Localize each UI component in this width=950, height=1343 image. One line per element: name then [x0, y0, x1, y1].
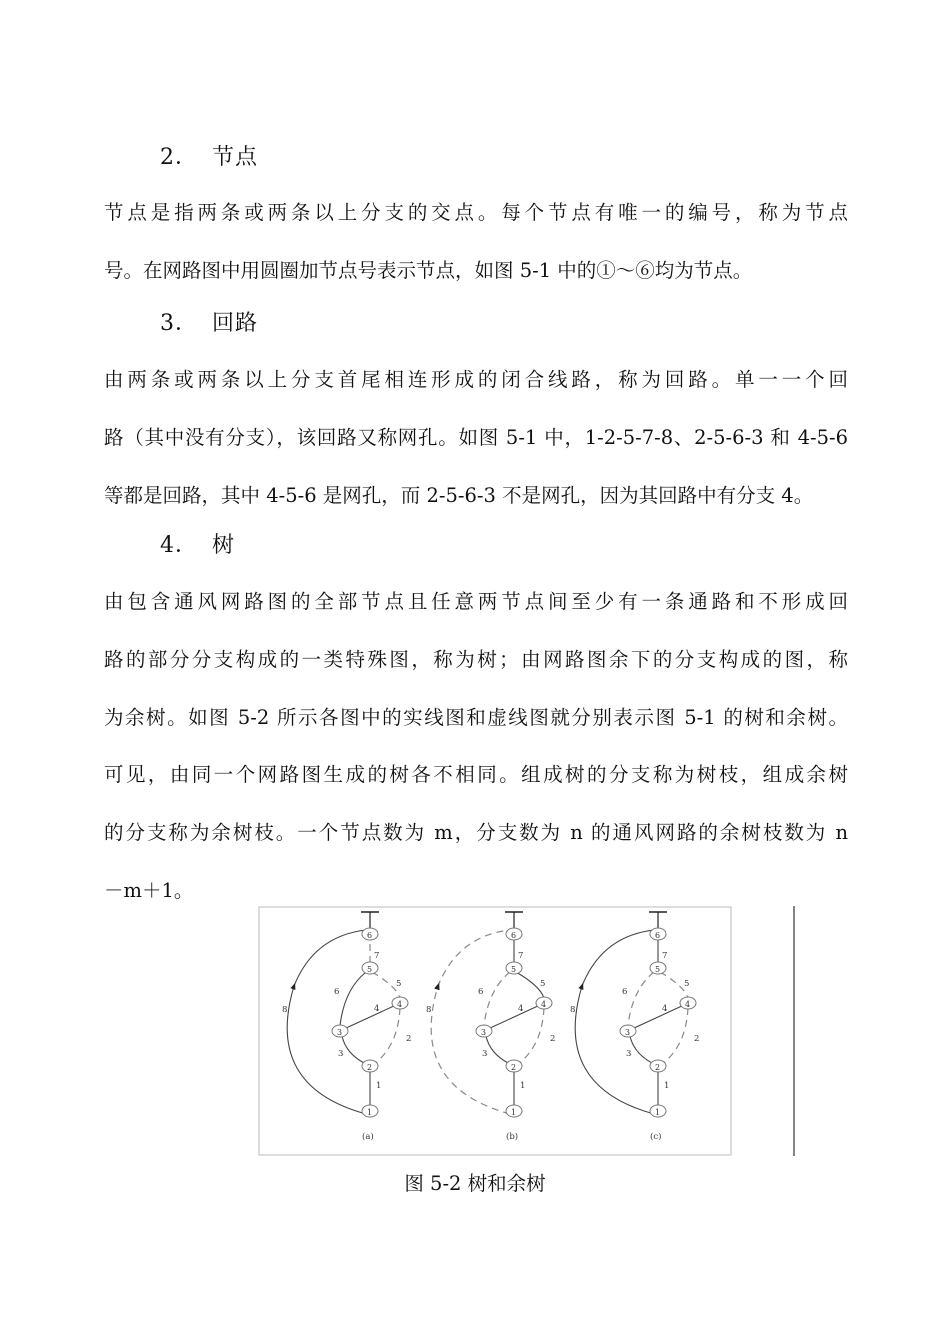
- node-label: 1: [655, 1108, 661, 1117]
- paragraph-loop: [104, 351, 848, 524]
- branch-label: 7: [374, 951, 380, 961]
- section-heading-tree: [160, 528, 235, 559]
- branch-label: 6: [478, 987, 484, 997]
- node-label: 4: [397, 1000, 403, 1009]
- heading-title: 节点: [212, 145, 259, 170]
- paragraph-line: 的分支称为余树枝。一个节点数为 m，分支数为 n 的通风网路的余树枝数为 n: [104, 821, 848, 845]
- section-heading-node: [160, 140, 258, 171]
- node-label: 2: [511, 1063, 517, 1072]
- branch-label: 1: [376, 1081, 382, 1091]
- paragraph-line: 由包含通风网路图的全部节点且任意两节点间至少有一条通路和不形成回: [104, 590, 848, 613]
- node-label: 2: [655, 1063, 661, 1072]
- paragraph-tree: [104, 573, 848, 920]
- branch-2: [518, 1008, 544, 1064]
- node-label: 3: [337, 1028, 343, 1037]
- network-panel: [426, 912, 555, 1142]
- node-label: 1: [511, 1108, 517, 1117]
- node-label: 2: [367, 1063, 373, 1072]
- node-label: 4: [685, 1000, 691, 1009]
- branch-8: [575, 930, 654, 1114]
- branch-label: 6: [622, 987, 628, 997]
- branch-label: 4: [374, 1004, 380, 1014]
- heading-title: 树: [212, 533, 236, 558]
- paragraph-line: 由两条或两条以上分支首尾相连形成的闭合线路，称为回路。单一一个回: [104, 368, 848, 391]
- branch-2: [374, 1008, 400, 1064]
- node-label: 6: [511, 931, 517, 940]
- branch-label: 2: [694, 1034, 700, 1044]
- branch-label: 3: [482, 1049, 488, 1059]
- branch-4: [488, 1005, 540, 1029]
- branch-8: [287, 930, 366, 1114]
- panel-label: (a): [362, 1132, 374, 1142]
- branch-label: 2: [406, 1034, 412, 1044]
- paragraph-line: 节点是指两条或两条以上分支的交点。每个节点有唯一的编号，称为节点: [104, 201, 848, 224]
- paragraph-line: －m＋1。: [104, 878, 194, 902]
- node-label: 6: [655, 931, 661, 940]
- branch-3: [630, 1036, 654, 1064]
- paragraph-line: 为余树。如图 5-2 所示各图中的实线图和虚线图就分别表示图 5-1 的树和余树。: [104, 705, 848, 729]
- branch-label: 1: [664, 1081, 670, 1091]
- paragraph-node: [104, 184, 848, 300]
- branch-label: 6: [334, 987, 340, 997]
- branch-label: 8: [282, 1005, 288, 1015]
- panel-label: (b): [506, 1132, 519, 1142]
- branch-3: [486, 1036, 510, 1064]
- node-label: 5: [655, 965, 661, 974]
- branch-2: [662, 1008, 688, 1064]
- heading-number: 3．: [160, 311, 198, 336]
- node-label: 3: [625, 1028, 631, 1037]
- node-label: 6: [367, 931, 373, 940]
- branch-8: [431, 930, 510, 1114]
- branch-label: 5: [396, 979, 402, 989]
- branch-6: [484, 972, 510, 1026]
- branch-3: [342, 1036, 366, 1064]
- network-panel: [282, 912, 411, 1142]
- branch-6: [340, 972, 366, 1026]
- node-label: 3: [481, 1028, 487, 1037]
- node-label: 5: [511, 965, 517, 974]
- branch-label: 7: [662, 951, 668, 961]
- paragraph-line: 路（其中没有分支），该回路又称网孔。如图 5-1 中，1-2-5-7-8、2-5-6-3 和 4-5-6: [104, 425, 848, 449]
- paragraph-line: 等都是回路，其中 4-5-6 是网孔，而 2-5-6-3 不是网孔，因为其回路中有分支 4。: [104, 483, 814, 507]
- branch-label: 4: [518, 1004, 524, 1014]
- branch-4: [344, 1005, 396, 1029]
- branch-label: 5: [684, 979, 690, 989]
- figure-tree-cotree: [258, 906, 798, 1156]
- node-label: 4: [541, 1000, 547, 1009]
- heading-number: 2．: [160, 145, 198, 170]
- paragraph-line: 可见，由同一个网路图生成的树各不相同。组成树的分支称为树枝，组成余树: [104, 763, 848, 787]
- section-heading-loop: [160, 306, 258, 337]
- paragraph-line: 路的部分分支构成的一类特殊图，称为树；由网路图余下的分支构成的图，称: [104, 647, 848, 671]
- branch-6: [628, 972, 654, 1026]
- branch-label: 4: [662, 1004, 668, 1014]
- branch-label: 3: [338, 1049, 344, 1059]
- figure-frame: [259, 907, 731, 1155]
- branch-label: 2: [550, 1034, 556, 1044]
- branch-4: [632, 1005, 684, 1029]
- node-label: 5: [367, 965, 373, 974]
- branch-label: 3: [626, 1049, 632, 1059]
- node-label: 1: [367, 1108, 373, 1117]
- heading-number: 4．: [160, 533, 198, 558]
- branch-label: 5: [540, 979, 546, 989]
- branch-label: 7: [518, 951, 524, 961]
- heading-title: 回路: [212, 311, 259, 336]
- branch-label: 1: [520, 1081, 526, 1091]
- paragraph-line: 号。在网路图中用圆圈加节点号表示节点，如图 5-1 中的①～⑥均为节点。: [104, 258, 753, 282]
- panel-label: (c): [650, 1132, 662, 1142]
- branch-label: 8: [426, 1005, 432, 1015]
- branch-label: 8: [570, 1005, 576, 1015]
- network-panel: [570, 912, 699, 1142]
- figure-caption: 图 5-2 树和余树: [404, 1172, 546, 1195]
